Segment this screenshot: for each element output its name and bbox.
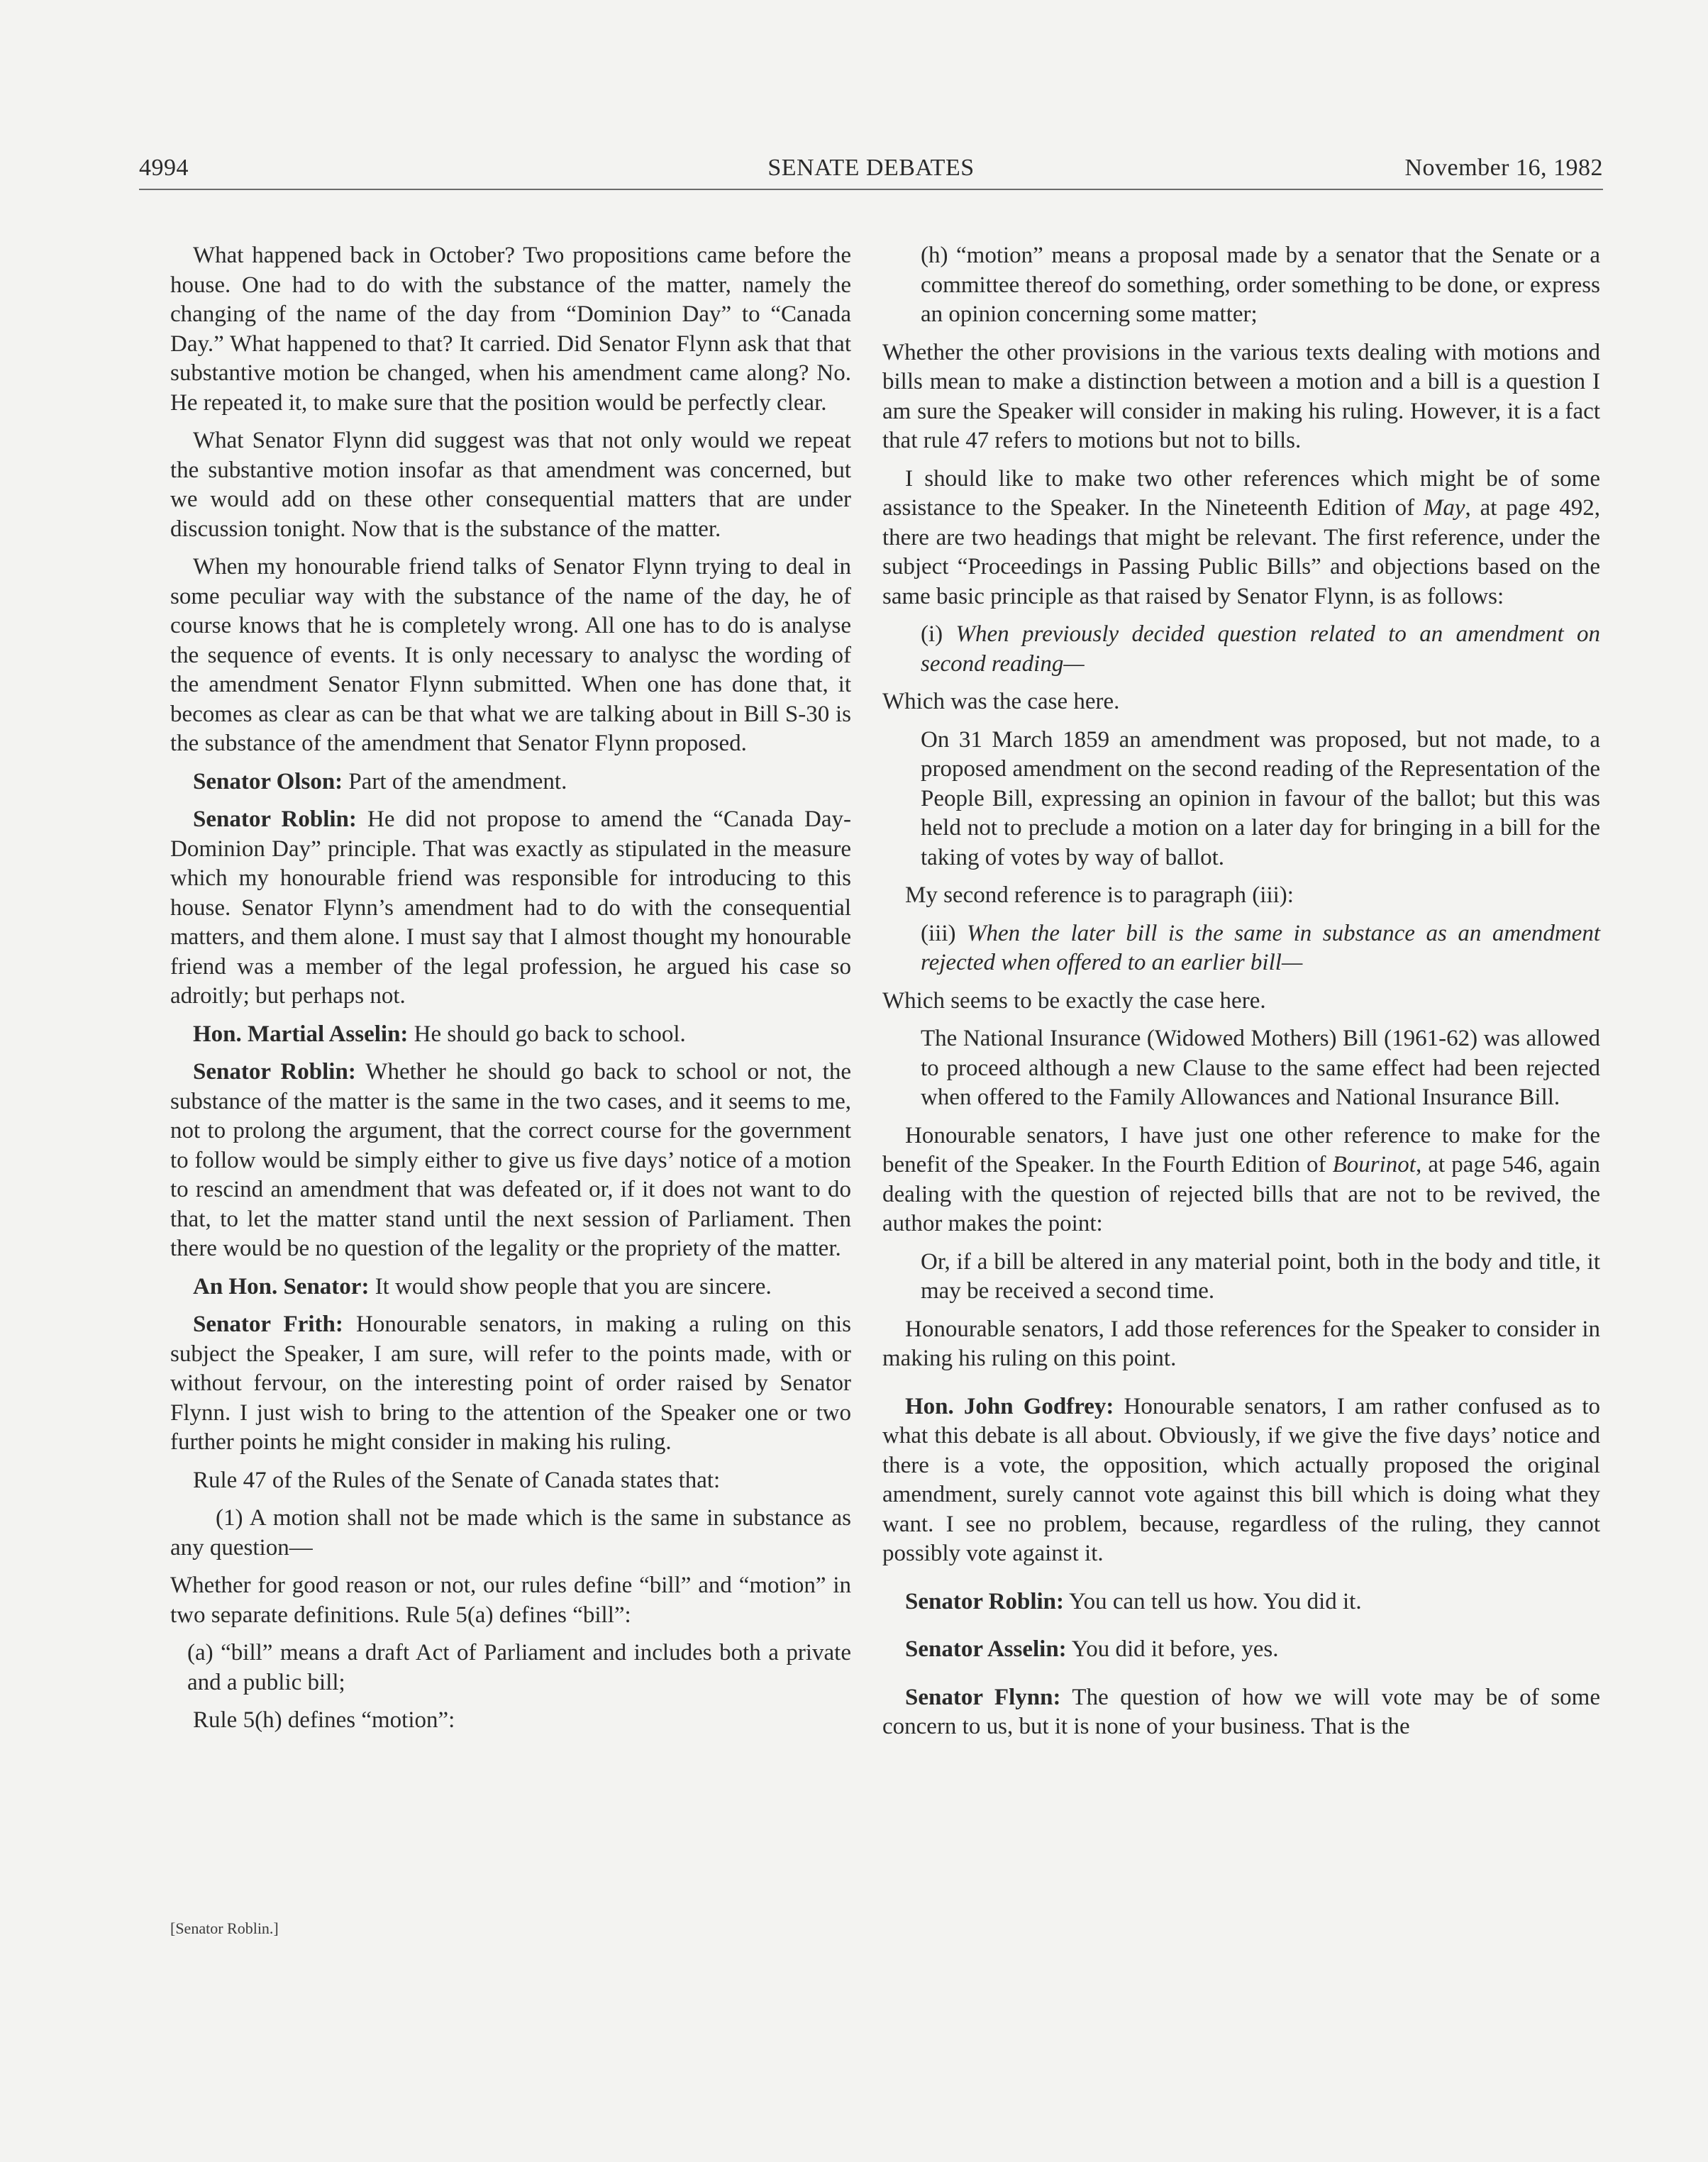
right-column xyxy=(882,241,1600,1751)
speech-text: Part of the amendment. xyxy=(343,768,567,794)
speech xyxy=(882,1392,1600,1569)
paragraph-text: , at page 492, there are two headings that might be relevant. The first reference, under the subject “Proceedings in Passing Public Bills” and objections based on the same basic principle as that raised by Senator Flynn, is as follows: xyxy=(882,495,1600,609)
speaker-name: Senator Roblin: xyxy=(905,1588,1065,1614)
quote-number: (iii) xyxy=(921,920,967,946)
speaker-name: Hon. John Godfrey: xyxy=(905,1393,1114,1419)
paragraph-text: , at page 546, again dealing with the question of rejected bills that are not to be revived, the author makes the point: xyxy=(882,1152,1600,1236)
speech xyxy=(170,1310,851,1458)
page-number: 4994 xyxy=(139,155,189,181)
speech xyxy=(170,1273,851,1302)
paragraph: Rule 5(h) defines “motion”: xyxy=(193,1707,455,1733)
speech-text: It would show people that you are sincere. xyxy=(369,1273,772,1299)
speaker-name: Senator Roblin: xyxy=(193,806,357,832)
paragraph: Whether the other provisions in the various texts dealing with motions and bills mean to make a distinction between a motion and a bill is a question I am sure the Speaker will consider in making his ruling. However, it is a fact that rule 47 refers to motions but not to bills. xyxy=(882,339,1600,453)
speech-text: Whether he should go back to school or not, the substance of the matter is the same in the two cases, and it seems to me, not to prolong the argument, that the correct course for the government to follow would be simply either to give us five days’ notice of a motion to rescind an amendment that was defeated or, if it does not want to do that, to let the matter stand until the next session of Parliament. Then there would be no question of the legality or the propriety of the matter. xyxy=(170,1059,851,1261)
speaker-name: Senator Frith: xyxy=(193,1312,343,1337)
block-quote: (a) “bill” means a draft Act of Parliament and includes both a private and a public bill; xyxy=(187,1640,851,1695)
paragraph: What Senator Flynn did suggest was that not only would we repeat the substantive motion insofar as that amendment was concerned, but we would add on these other consequential matters that are under discussion tonight. Now that is the substance of the matter. xyxy=(170,428,851,542)
speaker-name: Hon. Martial Asselin: xyxy=(193,1021,409,1047)
paragraph: Which seems to be exactly the case here. xyxy=(882,987,1266,1014)
speech-text: He should go back to school. xyxy=(408,1021,686,1047)
paragraph: When my honourable friend talks of Senator Flynn trying to deal in some peculiar way with the substance of the name of the day, he of course knows that he is completely wrong. All one has to do is analyse the sequence of events. It is only necessary to analysc the wording of the amendment Senator Flynn submitted. When one has done that, it becomes as clear as can be that what we are talking about in Bill S-30 is the substance of the amendment that Senator Flynn proposed. xyxy=(170,554,851,756)
paragraph xyxy=(882,465,1600,612)
paragraph-text: Honourable senators, I have just one other reference to make for the benefit of the Speaker. In the Fourth Edition of xyxy=(882,1122,1600,1177)
speech xyxy=(882,1635,1600,1665)
block-quote xyxy=(882,919,1600,978)
block-quote: (h) “motion” means a proposal made by a senator that the Senate or a committee thereof do something, order something to be done, or express an opinion concerning some matter; xyxy=(921,243,1600,327)
quote-number: (i) xyxy=(921,621,956,647)
header-rule xyxy=(139,189,1603,190)
paragraph: My second reference is to paragraph (iii): xyxy=(905,882,1294,908)
speech xyxy=(170,805,851,1011)
paragraph: Honourable senators, I add those references for the Speaker to consider in making his ruling on this point. xyxy=(882,1316,1600,1371)
speech-text: Honourable senators, in making a ruling on this subject the Speaker, I am sure, will refer to the points made, with or without fervour, on the interesting point of order raised by Senator Flynn. I just wish to bring to the attention of the Speaker one or two further points he might consider in making his ruling. xyxy=(170,1312,851,1455)
speaker-name: Senator Roblin: xyxy=(193,1059,356,1085)
speech-text: The question of how we will vote may be of some concern to us, but it is none of your business. That is the xyxy=(882,1684,1600,1739)
page-header xyxy=(139,155,1603,192)
block-quote: Or, if a bill be altered in any material point, both in the body and title, it may be received a second time. xyxy=(921,1248,1600,1304)
block-quote: (1) A motion shall not be made which is the same in substance as any question— xyxy=(170,1505,851,1560)
quote-heading: When the later bill is the same in substance as an amendment rejected when offered to an earlier bill— xyxy=(921,920,1601,975)
paragraph-text: I should like to make two other references which might be of some assistance to the Speaker. In the Nineteenth Edition of xyxy=(882,465,1600,521)
speech xyxy=(882,1587,1600,1617)
quote-heading: When previously decided question related to an amendment on second reading— xyxy=(921,621,1600,677)
speech-text: You can tell us how. You did it. xyxy=(1064,1588,1362,1614)
speech-text: Honourable senators, I am rather confused as to what this debate is all about. Obviously, if we give the five days’ notice and there is a vote, the opposition, which actually proposed the original amendment, surely cannot vote against this bill which is doing what they want. I see no problem, because, regardless of the ruling, they cannot possibly vote against it. xyxy=(882,1393,1600,1566)
speech xyxy=(882,1683,1600,1742)
speaker-name: Senator Olson: xyxy=(193,768,343,794)
issue-date: November 16, 1982 xyxy=(1404,155,1603,181)
paragraph: Which was the case here. xyxy=(882,689,1120,714)
paragraph: Whether for good reason or not, our rules define “bill” and “motion” in two separate definitions. Rule 5(a) defines “bill”: xyxy=(170,1573,851,1628)
continuation-footnote: [Senator Roblin.] xyxy=(170,1919,279,1937)
speaker-name: Senator Asselin: xyxy=(905,1636,1067,1662)
left-column xyxy=(170,241,851,1744)
block-quote: On 31 March 1859 an amendment was proposed, but not made, to a proposed amendment on the second reading of the Representation of the People Bill, expressing an opinion in favour of the ballot; but this was held not to preclude a motion on a later day for bringing in a bill for the taking of votes by way of ballot. xyxy=(921,726,1600,870)
block-quote xyxy=(882,620,1600,679)
paragraph xyxy=(882,1121,1600,1239)
speaker-name: An Hon. Senator: xyxy=(193,1273,370,1299)
speech xyxy=(170,767,851,797)
speech-text: He did not propose to amend the “Canada Day-Dominion Day” principle. That was exactly as stipulated in the measure which my honourable friend was responsible for introducing to this house. Senator Flynn’s amendment had to do with the consequential matters, and them alone. I must say that I almost thought my honourable friend was a member of the legal profession, he argued his case so adroitly; but perhaps not. xyxy=(170,806,851,1009)
block-quote: The National Insurance (Widowed Mothers) Bill (1961-62) was allowed to proceed although a new Clause to the same effect had been rejected when offered to the Family Allowances and National Insurance Bill. xyxy=(921,1026,1600,1110)
speech xyxy=(170,1020,851,1050)
speaker-name: Senator Flynn: xyxy=(905,1684,1061,1710)
paragraph: What happened back in October? Two propositions came before the house. One had to do with the substance of the matter, namely the changing of the name of the day from “Dominion Day” to “Canada Day.” What happened to that? It carried. Did Senator Flynn ask that that substantive motion be changed, when his amendment came along? No. He repeated it, to make sure that the position would be perfectly clear. xyxy=(170,243,851,416)
cited-work: Bourinot xyxy=(1332,1152,1416,1177)
cited-work: May xyxy=(1423,495,1465,521)
publication-title: SENATE DEBATES xyxy=(767,155,975,181)
paragraph: Rule 47 of the Rules of the Senate of Canada states that: xyxy=(193,1467,721,1493)
speech-text: You did it before, yes. xyxy=(1066,1636,1279,1662)
speech xyxy=(170,1058,851,1264)
